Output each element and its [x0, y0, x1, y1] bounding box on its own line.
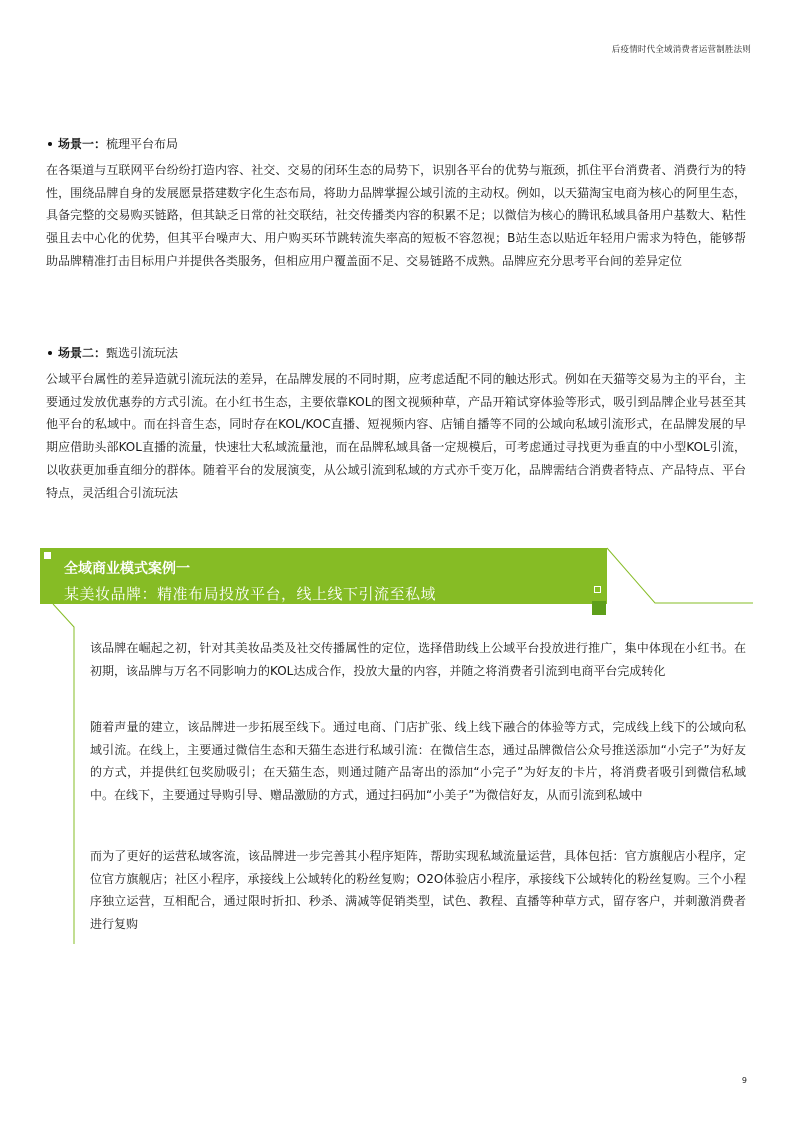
case-paragraph-1: 该品牌在崛起之初，针对其美妆品类及社交传播属性的定位，选择借助线上公域平台投放进行推广，集中体现在小红书。在初期，该品牌与万名不同影响力的KOL达成合作，投放大量的内容，并随之将消费者引流到电商平台完成转化 [90, 641, 746, 678]
scene2-heading [46, 345, 178, 361]
scene1-paragraph: 在各渠道与互联网平台纷纷打造内容、社交、交易的闭环生态的局势下，识别各平台的优势与瓶颈，抓住平台消费者、消费行为的特性，围绕品牌自身的发展愿景搭建数字化生态布局，将助力品牌掌握公域引流的主动权。例如，以天猫淘宝电商为核心的阿里生态，具备完整的交易购买链路，但其缺乏日常的社交联结，社交传播类内容的积累不足；以微信为核心的腾讯私域具备用户基数大、粘性强且去中心化的优势，但其平台噪声大、用户购买环节跳转流失率高的短板不容忽视；B站生态以贴近年轻用户需求为特色，能够帮助品牌精准打击目标用户并提供各类服务，但相应用户覆盖面不足、交易链路不成熟。品牌应充分思考平台间的差异定位 [46, 163, 746, 268]
case-paragraph-3: 而为了更好的运营私域客流，该品牌进一步完善其小程序矩阵，帮助实现私域流量运营，具体包括：官方旗舰店小程序，定位官方旗舰店；社区小程序，承接线上公域转化的粉丝复购；O2O体验店小程序，承接线下公域转化的粉丝复购。三个小程序独立运营，互相配合，通过限时折扣、秒杀、满减等促销类型，试色、教程、直播等种草方式，留存客户，并刺激消费者进行复购 [90, 849, 746, 932]
scene1-title: 梳理平台布局 [106, 137, 179, 151]
scene1-heading [46, 136, 178, 152]
scene2-paragraph: 公域平台属性的差异造就引流玩法的差异，在品牌发展的不同时期，应考虑适配不同的触达形式。例如在天猫等交易为主的平台，主要通过发放优惠券的方式引流。在小红书生态，主要依靠KOL的图文视频种草，产品开箱试穿体验等形式，吸引到品牌企业号甚至其他平台的私域中。而在抖音生态，同时存在KOL/KOC直播、短视频内容、店铺自播等不同的公域向私域引流形式，在品牌发展的早期应借助头部KOL直播的流量，快速壮大私域流量池，而在品牌私域具备一定规模后，可考虑通过寻找更为垂直的中小型KOL引流，以收获更加垂直细分的群体。随着平台的发展演变，从公域引流到私域的方式亦千变万化，品牌需结合消费者特点、产品特点、平台特点，灵活组合引流玩法 [46, 372, 746, 500]
green-square-icon [592, 601, 606, 615]
bullet-icon [48, 142, 52, 146]
scene1-label: 场景一： [58, 137, 107, 151]
case-paragraph-2: 随着声量的建立，该品牌进一步拓展至线下。通过电商、门店扩张、线上线下融合的体验等方式，完成线上线下的公域向私域引流。在线上，主要通过微信生态和天猫生态进行私域引流：在微信生态，通过品牌微信公众号推送添加“小完子”为好友的方式，并提供红包奖励吸引；在天猫生态，则通过随产品寄出的添加“小完子”为好友的卡片，将消费者吸引到微信私域中。在线下，主要通过导购引导、赠品激励的方式，通过扫码加“小美子”为微信好友，从而引流到私域中 [90, 720, 746, 803]
corner-square-icon [44, 552, 51, 559]
page-number: 9 [741, 1076, 747, 1085]
outline-square-icon [594, 586, 601, 593]
case-banner [40, 548, 607, 604]
case-subtitle: 某美妆品牌：精准布局投放平台，线上线下引流至私域 [64, 585, 437, 603]
running-header: 后疫情时代全域消费者运营制胜法则 [611, 45, 751, 55]
scene2-title: 甄选引流玩法 [106, 346, 179, 360]
bullet-icon [48, 351, 52, 355]
case-title: 全域商业模式案例一 [64, 561, 190, 577]
scene2-label: 场景二： [58, 346, 107, 360]
